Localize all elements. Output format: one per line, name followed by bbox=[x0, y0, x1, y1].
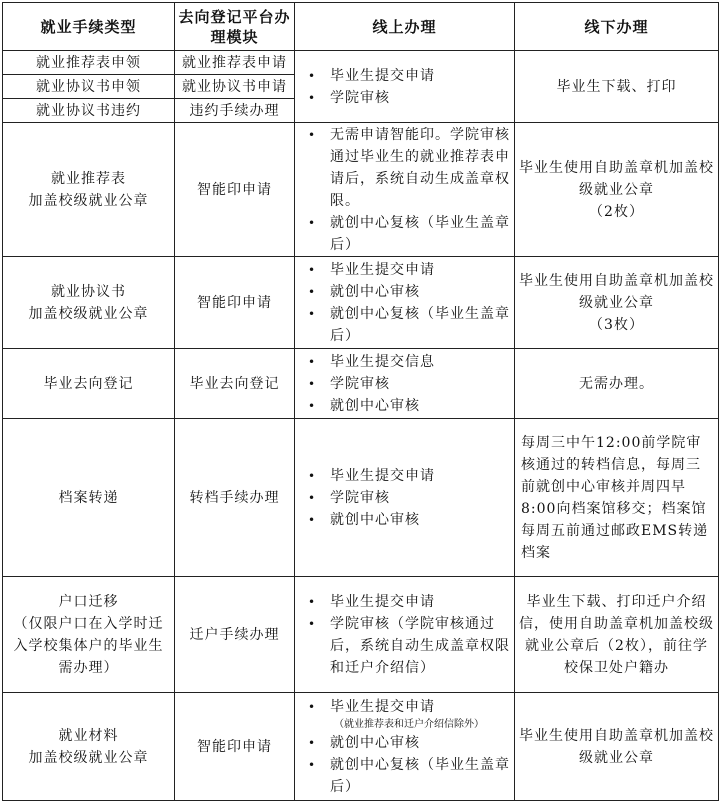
module-cell: 毕业去向登记 bbox=[175, 349, 295, 419]
list-item: • 就创中心复核（毕业生盖章后） bbox=[306, 212, 511, 256]
offline-cell: 毕业生下载、打印 bbox=[515, 51, 719, 123]
module-cell: 违约手续办理 bbox=[175, 99, 295, 123]
online-cell bbox=[295, 51, 515, 123]
module-cell: 迁户手续办理 bbox=[175, 577, 295, 693]
table-row bbox=[3, 349, 719, 419]
type-cell: 就业材料 加盖校级就业公章 bbox=[3, 693, 175, 801]
list-item: • 就创中心审核 bbox=[306, 732, 511, 754]
online-cell bbox=[295, 577, 515, 693]
type-cell: 就业协议书违约 bbox=[3, 99, 175, 123]
type-cell: 户口迁移 （仅限户口在入学时迁入学校集体户的毕业生需办理） bbox=[3, 577, 175, 693]
table-row bbox=[3, 577, 719, 693]
offline-cell: 毕业生使用自助盖章机加盖校级就业公章 （2枚） bbox=[515, 123, 719, 257]
table-row bbox=[3, 693, 719, 801]
offline-cell: 毕业生使用自助盖章机加盖校级就业公章 bbox=[515, 693, 719, 801]
type-cell: 就业协议书 加盖校级就业公章 bbox=[3, 257, 175, 349]
module-cell: 就业协议书申请 bbox=[175, 75, 295, 99]
offline-cell: 毕业生使用自助盖章机加盖校级就业公章 （3枚） bbox=[515, 257, 719, 349]
list-item: • 学院审核 bbox=[306, 373, 511, 395]
table-header-row bbox=[3, 3, 719, 51]
module-cell: 智能印申请 bbox=[175, 693, 295, 801]
type-cell: 档案转递 bbox=[3, 419, 175, 577]
list-item: • 毕业生提交申请 （就业推荐表和迁户介绍信除外） bbox=[306, 696, 511, 732]
type-cell: 就业推荐表申领 bbox=[3, 51, 175, 75]
list-item: • 就创中心审核 bbox=[306, 509, 511, 531]
list-item: • 就创中心审核 bbox=[306, 395, 511, 417]
list-item: • 毕业生提交信息 bbox=[306, 351, 511, 373]
module-cell: 智能印申请 bbox=[175, 123, 295, 257]
list-item: • 学院审核 bbox=[306, 87, 511, 109]
table-row bbox=[3, 123, 719, 257]
header-module: 去向登记平台办理模块 bbox=[175, 3, 295, 51]
list-item: • 学院审核（学院审核通过后，系统自动生成盖章权限和迁户介绍信） bbox=[306, 613, 511, 679]
module-cell: 转档手续办理 bbox=[175, 419, 295, 577]
header-offline: 线下办理 bbox=[515, 3, 719, 51]
procedures-table bbox=[2, 2, 719, 801]
offline-cell: 毕业生下载、打印迁户介绍信，使用自助盖章机加盖校级就业公章后（2枚），前往学校保卫处户籍办 bbox=[515, 577, 719, 693]
list-item: • 就创中心复核（毕业生盖章后） bbox=[306, 754, 511, 798]
online-cell bbox=[295, 123, 515, 257]
list-item: • 就创中心审核 bbox=[306, 281, 511, 303]
online-cell bbox=[295, 419, 515, 577]
type-cell: 毕业去向登记 bbox=[3, 349, 175, 419]
table-row bbox=[3, 51, 719, 75]
list-item: • 学院审核 bbox=[306, 487, 511, 509]
type-cell: 就业推荐表 加盖校级就业公章 bbox=[3, 123, 175, 257]
online-cell bbox=[295, 257, 515, 349]
table-row bbox=[3, 257, 719, 349]
offline-cell: 无需办理。 bbox=[515, 349, 719, 419]
list-item: • 就创中心复核（毕业生盖章后） bbox=[306, 303, 511, 347]
offline-cell: 每周三中午12:00前学院审核通过的转档信息，每周三前就创中心审核并周四早8:00向档案馆移交；档案馆每周五前通过邮政EMS转递档案 bbox=[515, 419, 719, 577]
type-cell: 就业协议书申领 bbox=[3, 75, 175, 99]
list-item: • 无需申请智能印。学院审核通过毕业生的就业推荐表申请后，系统自动生成盖章权限。 bbox=[306, 124, 511, 212]
module-cell: 智能印申请 bbox=[175, 257, 295, 349]
online-cell bbox=[295, 693, 515, 801]
header-type: 就业手续类型 bbox=[3, 3, 175, 51]
list-item: • 毕业生提交申请 bbox=[306, 65, 511, 87]
online-cell bbox=[295, 349, 515, 419]
note-text: （就业推荐表和迁户介绍信除外） bbox=[334, 718, 484, 730]
header-online: 线上办理 bbox=[295, 3, 515, 51]
list-item: • 毕业生提交申请 bbox=[306, 259, 511, 281]
table-row bbox=[3, 419, 719, 577]
list-item: • 毕业生提交申请 bbox=[306, 465, 511, 487]
module-cell: 就业推荐表申请 bbox=[175, 51, 295, 75]
list-item: • 毕业生提交申请 bbox=[306, 591, 511, 613]
